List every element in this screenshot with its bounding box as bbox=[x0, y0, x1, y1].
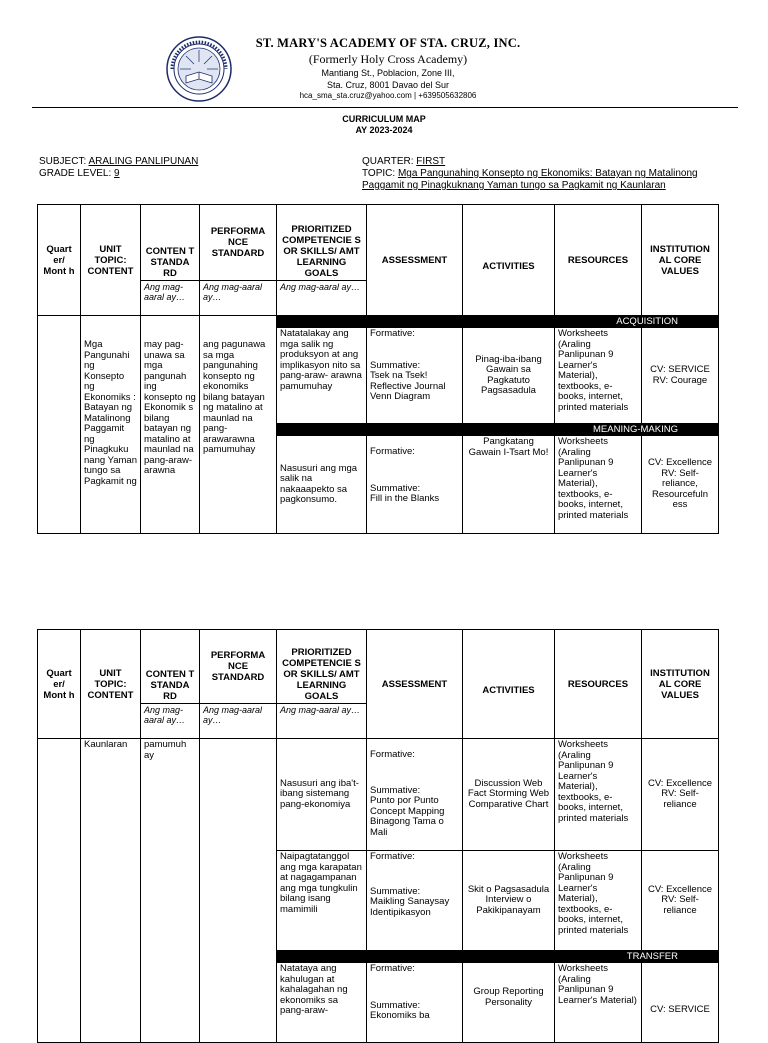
header-assessment: ASSESSMENT bbox=[367, 630, 463, 739]
header-divider bbox=[32, 107, 738, 108]
doc-year: AY 2023-2024 bbox=[355, 125, 413, 135]
assessment-cell bbox=[367, 436, 463, 534]
performance-standard-cell bbox=[200, 739, 277, 1043]
doc-title: CURRICULUM MAP bbox=[342, 114, 426, 124]
header-performance-standard: PERFORMA NCE STANDARD bbox=[200, 630, 277, 704]
unit-topic-cell: Mga Pangunahi ng Konsepto ng Ekonomiks : Batayan ng Matalinong Paggamit ng Pinagkuku nang Yaman tungo sa Pagkamit ng bbox=[81, 316, 141, 534]
core-values-cell: CV: SERVICE bbox=[642, 963, 719, 1043]
activities-cell: Discussion Web Fact Storming Web Comparative Chart bbox=[463, 739, 555, 851]
quarter-info bbox=[362, 156, 722, 192]
formative-label: Formative: bbox=[370, 749, 415, 760]
summative-items: Maikling Sanaysay Identipikasyon bbox=[370, 896, 450, 918]
quarter-value: FIRST bbox=[416, 156, 446, 167]
activities-cell: Pinag-iba-ibang Gawain sa Pagkatuto Pagsasadula bbox=[463, 328, 555, 424]
formative-label: Formative: bbox=[370, 446, 415, 457]
header-performance-standard: PERFORMA NCE STANDARD bbox=[200, 205, 277, 281]
competency-cell: Nasusuri ang mga salik na nakaaapekto sa pagkonsumo. bbox=[277, 436, 367, 534]
assessment-cell bbox=[367, 963, 463, 1043]
grade-label: GRADE LEVEL: bbox=[39, 168, 115, 179]
activities-cell: Group Reporting Personality bbox=[463, 963, 555, 1043]
grade-value: 9 bbox=[114, 168, 120, 179]
quarter-label: QUARTER: bbox=[362, 156, 417, 167]
header-quarter: Quart er/ Mont h bbox=[38, 205, 81, 316]
curriculum-table-1 bbox=[37, 204, 719, 534]
performance-standard-prompt: Ang mag-aaral ay… bbox=[200, 281, 277, 316]
header-core-values: INSTITUTION AL CORE VALUES bbox=[642, 630, 719, 739]
formative-label: Formative: bbox=[370, 328, 415, 339]
content-standard-cell: pamumuh ay bbox=[141, 739, 200, 1043]
header-quarter: Quart er/ Mont h bbox=[38, 630, 81, 739]
letterhead bbox=[0, 30, 768, 106]
band-transfer: TRANSFER bbox=[277, 951, 719, 963]
activities-cell: Pangkatang Gawain I-Tsart Mo! bbox=[463, 436, 555, 534]
activities-cell: Skit o Pagsasadula Interview o Pakikipanayam bbox=[463, 851, 555, 951]
core-values-cell: CV: Excellence RV: Self-reliance bbox=[642, 851, 719, 951]
resources-cell: Worksheets (Araling Panlipunan 9 Learner's Material), textbooks, e-books, internet, printed materials bbox=[555, 328, 642, 424]
school-address-line-1: Mantiang St., Poblacion, Zone III, bbox=[321, 68, 455, 78]
header-assessment: ASSESSMENT bbox=[367, 205, 463, 316]
document-title bbox=[0, 114, 768, 136]
school-address-line-2: Sta. Cruz, 8001 Davao del Sur bbox=[326, 80, 450, 90]
header-core-values: INSTITUTION AL CORE VALUES bbox=[642, 205, 719, 316]
competency-cell: Naipagtatanggol ang mga karapatan at nagagampanan ang mga tungkulin bilang isang mamimili bbox=[277, 851, 367, 951]
school-contact: hca_sma_sta.cruz@yahoo.com | +639505632806 bbox=[299, 91, 477, 100]
quarter-cell bbox=[38, 316, 81, 534]
subject-label: SUBJECT: bbox=[39, 156, 89, 167]
school-name: ST. MARY'S ACADEMY OF STA. CRUZ, INC. bbox=[255, 36, 521, 50]
subject-value: ARALING PANLIPUNAN bbox=[88, 156, 199, 167]
competency-cell: Natatalakay ang mga salik ng produksyon at ang implikasyon nito sa pang-araw- arawna pamumuhay bbox=[277, 328, 367, 424]
summative-label: Summative: bbox=[370, 784, 421, 796]
header-activities: ACTIVITIES bbox=[463, 205, 555, 316]
competencies-prompt: Ang mag-aaral ay… bbox=[277, 704, 367, 739]
header-resources: RESOURCES bbox=[555, 630, 642, 739]
topic-label: TOPIC: bbox=[362, 168, 398, 179]
header-unit-topic: UNIT TOPIC: CONTENT bbox=[81, 630, 141, 739]
header-competencies: PRIORITIZED COMPETENCIE S OR SKILLS/ AMT LEARNING GOALS bbox=[277, 630, 367, 704]
band-acquisition: ACQUISITION bbox=[277, 316, 719, 328]
school-former-name: (Formerly Holy Cross Academy) bbox=[308, 52, 468, 66]
topic-value: Mga Pangunahing Konsepto ng Ekonomiks: Batayan ng Matalinong Paggamit ng Pinagkuknang Yaman tungo sa Pagkamit ng Kaunlaran bbox=[362, 168, 698, 191]
school-seal-icon bbox=[166, 36, 232, 102]
resources-cell: Worksheets (Araling Panlipunan 9 Learner's Material), textbooks, e-books, internet, printed materials bbox=[555, 436, 642, 534]
content-standard-prompt: Ang mag-aaral ay… bbox=[141, 704, 200, 739]
assessment-cell bbox=[367, 851, 463, 951]
assessment-cell bbox=[367, 328, 463, 424]
header-content-standard: CONTEN T STANDA RD bbox=[141, 205, 200, 281]
performance-standard-prompt: Ang mag-aaral ay… bbox=[200, 704, 277, 739]
summative-label: Summative: bbox=[370, 359, 421, 371]
formative-label: Formative: bbox=[370, 851, 415, 862]
core-values-cell: CV: Excellence RV: Self-reliance, Resourcefuln ess bbox=[642, 436, 719, 534]
summative-label: Summative: bbox=[370, 885, 421, 897]
competency-cell: Natataya ang kahulugan at kahalagahan ng ekonomiks sa pang-araw- bbox=[277, 963, 367, 1043]
curriculum-table-2 bbox=[37, 629, 719, 1043]
summative-items: Fill in the Blanks bbox=[370, 493, 440, 504]
summative-items: Tsek na Tsek! Reflective Journal Venn Diagram bbox=[370, 370, 446, 402]
formative-label: Formative: bbox=[370, 963, 415, 974]
header-activities: ACTIVITIES bbox=[463, 630, 555, 739]
content-standard-cell: may pag-unawa sa mga pangunah ing konsepto ng Ekonomik s bilang batayan ng matalino at maunlad na pang-araw-arawna bbox=[141, 316, 200, 534]
summative-items: Punto por Punto Concept Mapping Binagong Tama o Mali bbox=[370, 795, 445, 838]
band-meaning-making: MEANING-MAKING bbox=[277, 424, 719, 436]
subject-info bbox=[39, 156, 198, 180]
competency-cell: Nasusuri ang iba't-ibang sistemang pang-ekonomiya bbox=[277, 739, 367, 851]
summative-label: Summative: bbox=[370, 999, 421, 1011]
summative-items: Ekonomiks ba bbox=[370, 1010, 430, 1021]
core-values-cell: CV: Excellence RV: Self-reliance bbox=[642, 739, 719, 851]
core-values-cell: CV: SERVICE RV: Courage bbox=[642, 328, 719, 424]
resources-cell: Worksheets (Araling Panlipunan 9 Learner's Material) bbox=[555, 963, 642, 1043]
unit-topic-cell: Kaunlaran bbox=[81, 739, 141, 1043]
competencies-prompt: Ang mag-aaral ay… bbox=[277, 281, 367, 316]
header-competencies: PRIORITIZED COMPETENCIE S OR SKILLS/ AMT LEARNING GOALS bbox=[277, 205, 367, 281]
performance-standard-cell: ang pagunawa sa mga pangunahing konsepto ng ekonomiks bilang batayan ng matalino at maunlad na pang-arawarawna pamumuhay bbox=[200, 316, 277, 534]
header-content-standard: CONTEN T STANDA RD bbox=[141, 630, 200, 704]
header-unit-topic: UNIT TOPIC: CONTENT bbox=[81, 205, 141, 316]
summative-label: Summative: bbox=[370, 482, 421, 494]
quarter-cell bbox=[38, 739, 81, 1043]
assessment-cell bbox=[367, 739, 463, 851]
header-resources: RESOURCES bbox=[555, 205, 642, 316]
content-standard-prompt: Ang mag-aaral ay… bbox=[141, 281, 200, 316]
resources-cell: Worksheets (Araling Panlipunan 9 Learner's Material), textbooks, e-books, internet, printed materials bbox=[555, 739, 642, 851]
resources-cell: Worksheets (Araling Panlipunan 9 Learner's Material), textbooks, e-books, internet, printed materials bbox=[555, 851, 642, 951]
